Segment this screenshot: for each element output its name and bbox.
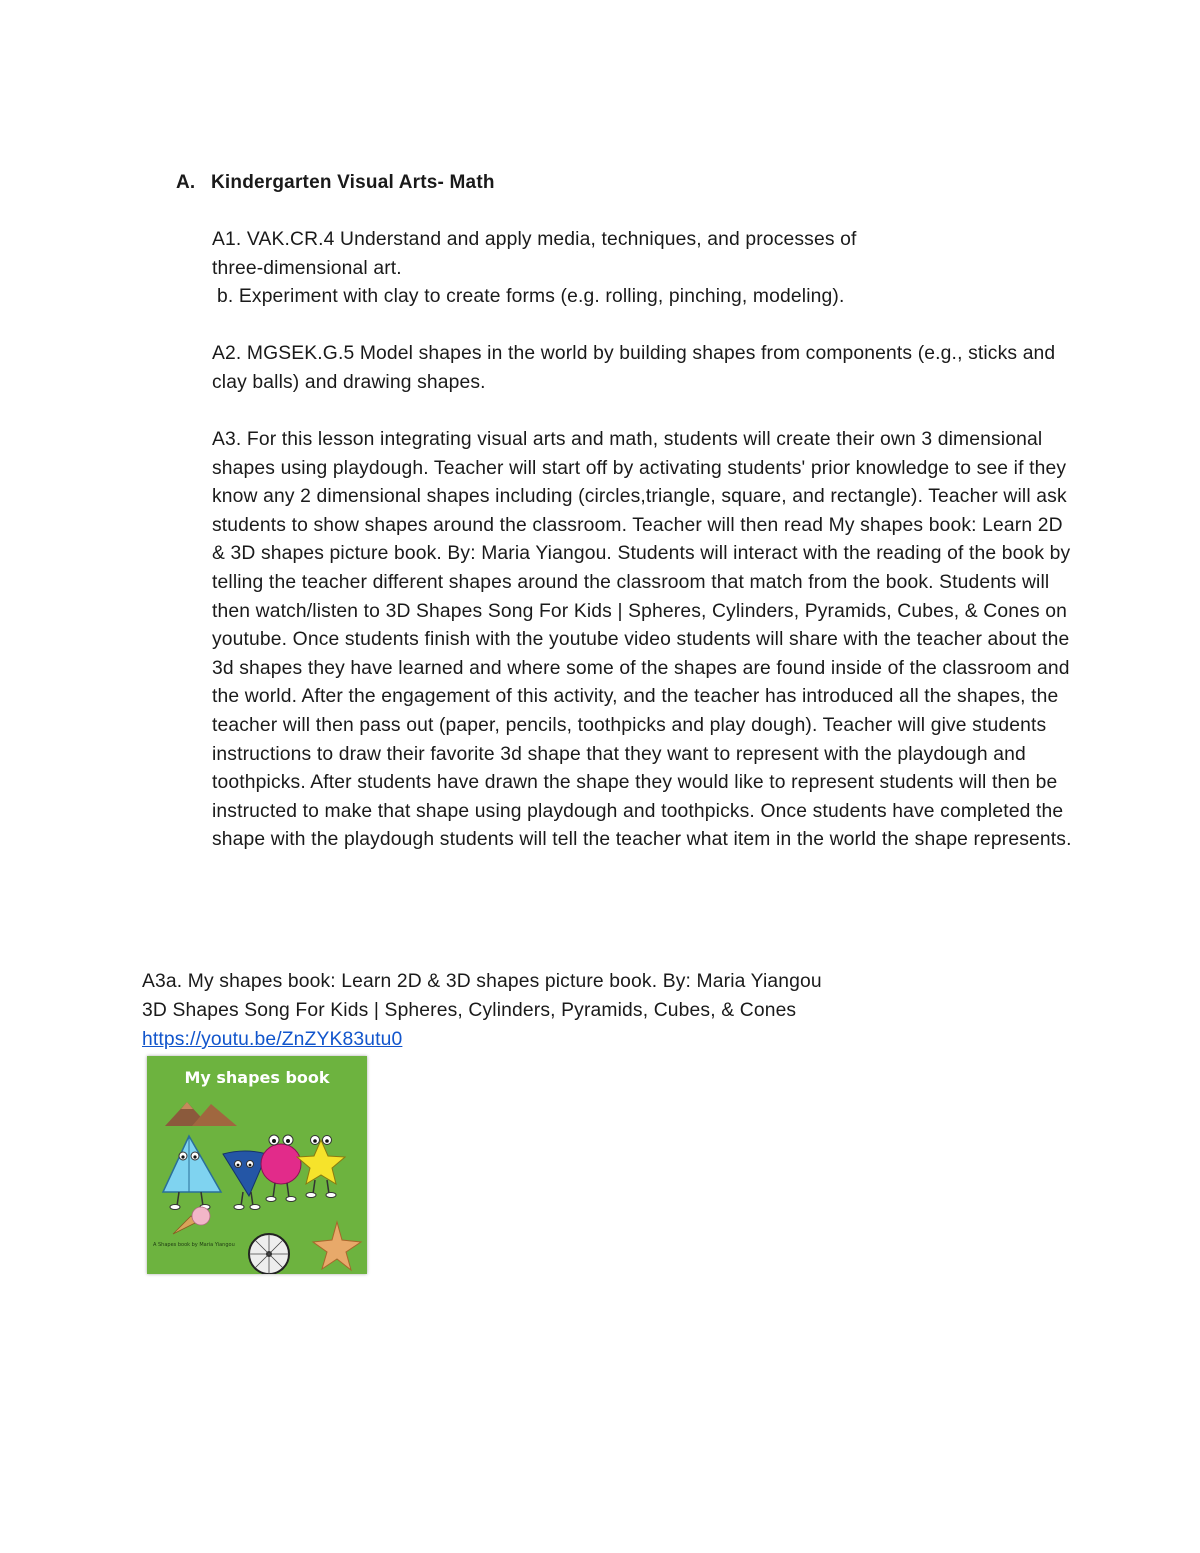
a2-text: A2. MGSEK.G.5 Model shapes in the world by building shapes from components (e.g., sticks and clay balls) and drawing shapes. — [212, 343, 1056, 393]
a1-line-3: b. Experiment with clay to create forms (e.g. rolling, pinching, modeling). — [217, 286, 845, 308]
a1-line-2: three-dimensional art. — [212, 257, 402, 279]
standard-a2 — [212, 340, 1072, 397]
youtube-link[interactable]: https://youtu.be/ZnZYK83utu0 — [142, 1029, 403, 1050]
book-reference: A3a. My shapes book: Learn 2D & 3D shapes picture book. By: Maria Yiangou — [142, 971, 822, 992]
song-reference: 3D Shapes Song For Kids | Spheres, Cylinders, Pyramids, Cubes, & Cones — [142, 1000, 797, 1021]
book-cover-image — [147, 1056, 367, 1274]
section-marker: A. — [176, 172, 196, 193]
yellow-star-character-icon — [297, 1140, 345, 1184]
section-heading — [176, 172, 495, 194]
cover-credit: A Shapes book by Maria Yiangou — [153, 1242, 235, 1248]
standard-a1 — [212, 226, 1072, 312]
section-title: Kindergarten Visual Arts- Math — [211, 172, 495, 193]
pink-circle-character-icon — [261, 1144, 301, 1184]
a1-line-1: A1. VAK.CR.4 Understand and apply media, techniques, and processes of — [212, 229, 857, 250]
triangle-character-icon — [163, 1136, 221, 1192]
cover-title: My shapes book — [184, 1068, 330, 1087]
references — [142, 967, 822, 1054]
starfish-icon — [313, 1222, 361, 1270]
blue-shape-character-icon — [223, 1151, 267, 1196]
lesson-description-a3 — [212, 426, 1072, 855]
a3-text: A3. For this lesson integrating visual arts and math, students will create their own 3 dimensional shapes using playdough. Teacher will start off by activating students' prior knowledge to see if they know any 2 dimensional shapes including (circles,triangle, square, and rectangle). Teacher will ask students to show shapes around the classroom. Teacher will then read My shapes book: Learn 2D & 3D shapes picture book. By: Maria Yiangou. Students will interact with the reading of the book by telling the teacher different shapes around the classroom that match from the book. Students will then watch/listen to 3D Shapes Song For Kids | Spheres, Cylinders, Pyramids, Cubes, & Cones on youtube. Once students finish with the youtube video students will share with the teacher about the 3d shapes they have learned and where some of the shapes are found inside of the classroom and the world. After the engagement of this activity, and the teacher has introduced all the shapes, the teacher will then pass out (paper, pencils, toothpicks and play dough). Teacher will give students instructions to draw their favorite 3d shape that they want to represent with the playdough and toothpicks. After students have drawn the shape they would like to represent students will then be instructed to make that shape using playdough and toothpicks. Once students have completed the shape with the playdough students will tell the teacher what item in the world the shape represents. — [212, 429, 1072, 851]
